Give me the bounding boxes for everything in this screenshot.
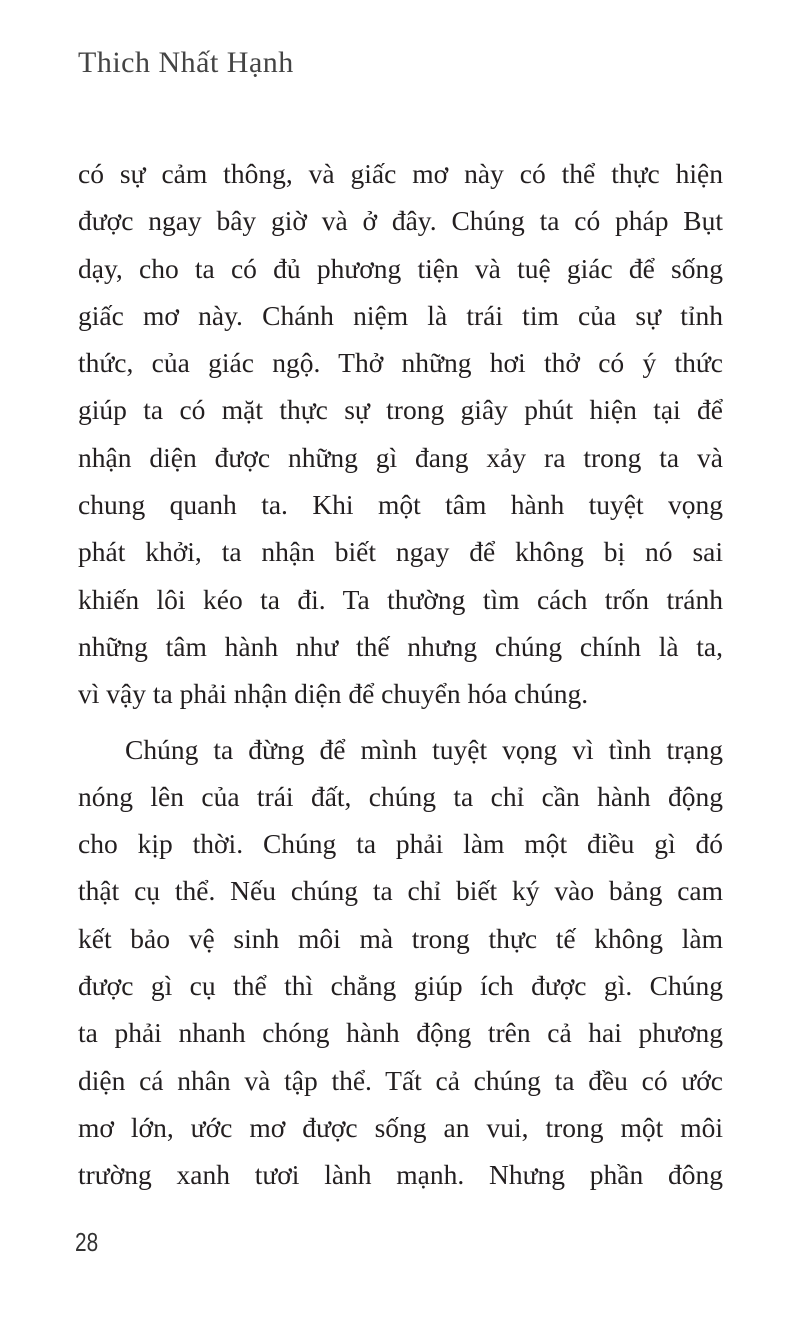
text-line: có sự cảm thông, và giấc mơ này có thể thực hiện [78,158,723,189]
text-line: nhận diện được những gì đang xảy ra trong ta và [78,441,723,473]
text-line: nóng lên của trái đất, chúng ta chỉ cần hành động [78,780,723,812]
text-line: giúp ta có mặt thực sự trong giây phút hiện tại để [78,394,723,426]
page-number: 28 [75,1227,99,1257]
paragraph-gap [78,718,723,726]
paragraph-1 [78,150,723,718]
text-line: Chúng ta đừng để mình tuyệt vọng vì tình trạng [125,733,723,765]
paragraph-2 [78,726,723,1199]
text-line: những tâm hành như thế nhưng chúng chính là ta, [78,630,723,662]
text-line: phát khởi, ta nhận biết ngay để không bị nó sai [78,536,723,568]
text-line: được ngay bây giờ và ở đây. Chúng ta có pháp Bụt [78,205,723,237]
body-text [78,150,723,1199]
text-line: cho kịp thời. Chúng ta phải làm một điều gì đó [78,828,723,860]
text-line: khiến lôi kéo ta đi. Ta thường tìm cách trốn tránh [78,583,723,615]
text-line: được gì cụ thể thì chẳng giúp ích được gì. Chúng [78,970,723,1002]
text-line: dạy, cho ta có đủ phương tiện và tuệ giác để sống [78,252,723,284]
text-line: giấc mơ này. Chánh niệm là trái tim của sự tỉnh [78,299,723,331]
text-line: thức, của giác ngộ. Thở những hơi thở có ý thức [78,347,723,379]
text-line: ta phải nhanh chóng hành động trên cả hai phương [78,1017,723,1049]
text-line: thật cụ thể. Nếu chúng ta chỉ biết ký vào bảng cam [78,875,723,907]
text-line: chung quanh ta. Khi một tâm hành tuyệt vọng [78,489,723,521]
text-line: trường xanh tươi lành mạnh. Nhưng phần đông [78,1159,723,1191]
text-line: diện cá nhân và tập thể. Tất cả chúng ta đều có ước [78,1064,723,1096]
text-line: kết bảo vệ sinh môi mà trong thực tế không làm [78,922,723,954]
text-line: mơ lớn, ước mơ được sống an vui, trong một môi [78,1111,723,1143]
running-head-author: Thich Nhất Hạnh [78,46,294,79]
text-line: vì vậy ta phải nhận diện để chuyển hóa chúng. [78,678,589,710]
